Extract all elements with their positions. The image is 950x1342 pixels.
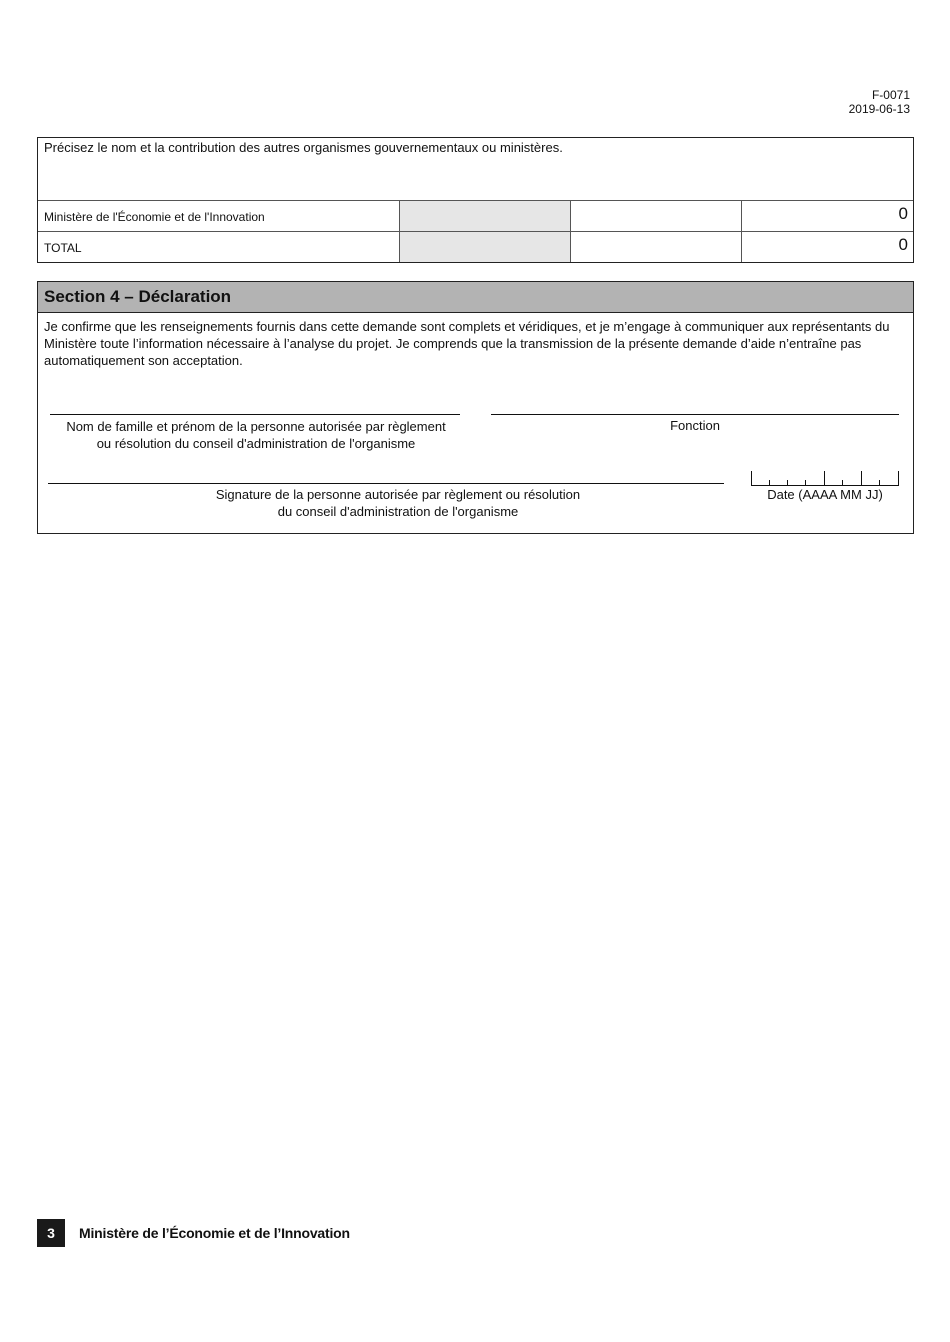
form-identifier	[849, 88, 910, 116]
row-value: 0	[741, 201, 913, 231]
function-field-line[interactable]	[491, 414, 899, 415]
function-field-label: Fonction	[670, 418, 720, 433]
name-field-line[interactable]	[50, 414, 460, 415]
contributions-prompt: Précisez le nom et la contribution des autres organismes gouvernementaux ou ministères.	[44, 140, 563, 155]
signature-field-line[interactable]	[48, 483, 724, 484]
contributions-table	[37, 137, 914, 263]
contribution-input[interactable]	[570, 201, 741, 231]
section-title: Section 4 – Déclaration	[38, 282, 913, 313]
page-number: 3	[37, 1219, 65, 1247]
row-label: Ministère de l'Économie et de l'Innovation	[44, 210, 265, 224]
shaded-cell	[399, 201, 570, 231]
table-row	[38, 231, 913, 262]
footer-organization: Ministère de l’Économie et de l’Innovation	[79, 1225, 350, 1241]
name-field-label: Nom de famille et prénom de la personne autorisée par règlement ou résolution du conseil d'administration de l'organisme	[66, 419, 446, 451]
signature-field-label: Signature de la personne autorisée par règlement ou résolution du conseil d'administration de l'organisme	[215, 487, 581, 519]
shaded-cell	[399, 232, 570, 262]
declaration-text: Je confirme que les renseignements fournis dans cette demande sont complets et véridiques, et je m’engage à communiquer aux représentants du Ministère toute l’information nécessaire à l’analyse du projet. Je comprends que la transmission de la présente demande d’aide n’entraîne pas automatiquement son acceptation.	[44, 319, 890, 368]
form-date: 2019-06-13	[848, 102, 910, 116]
date-field[interactable]	[751, 470, 899, 486]
row-value: 0	[741, 232, 913, 262]
table-row	[38, 200, 913, 231]
contribution-input[interactable]	[570, 232, 741, 262]
row-label: TOTAL	[44, 241, 82, 255]
date-field-label: Date (AAAA MM JJ)	[767, 487, 883, 502]
section-declaration	[37, 281, 914, 534]
form-code: F-0071	[871, 88, 910, 102]
